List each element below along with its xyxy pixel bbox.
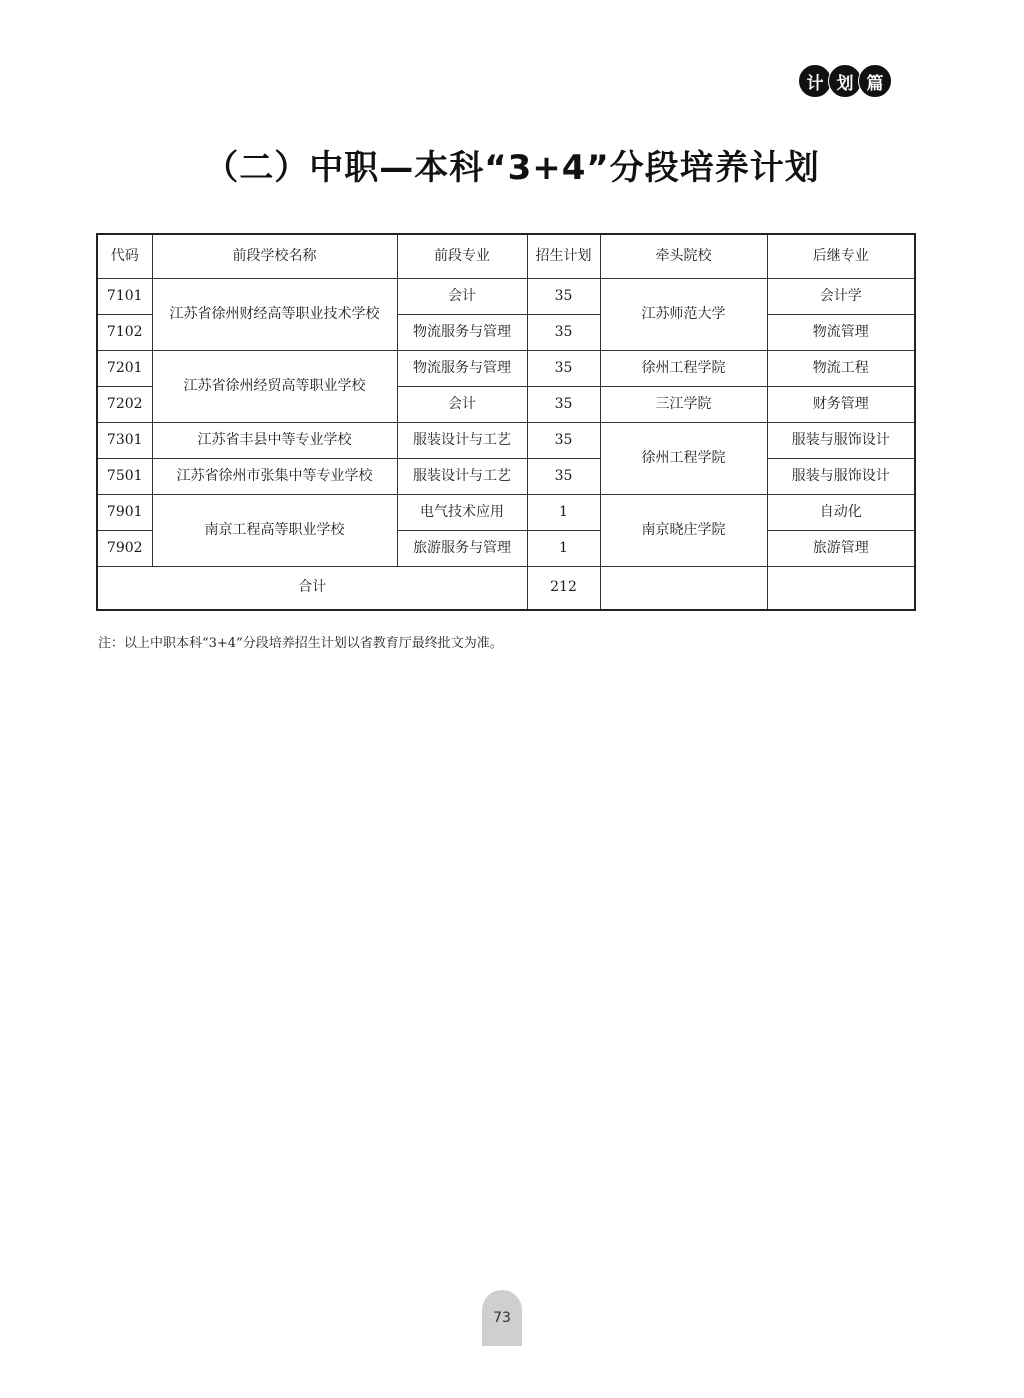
cell-code: 7501 [97,458,152,494]
section-badge: 篇 [858,64,892,98]
cell-lead-college: 江苏师范大学 [600,278,767,350]
cell-plan: 35 [527,422,600,458]
cell-school: 江苏省丰县中等专业学校 [152,422,397,458]
header-plan: 招生计划 [527,234,600,278]
table-row [97,494,915,530]
table-row [97,278,915,314]
cell-next-major: 物流管理 [767,314,915,350]
cell-lead-college: 徐州工程学院 [600,350,767,386]
cell-code: 7301 [97,422,152,458]
cell-plan: 35 [527,458,600,494]
cell-code: 7201 [97,350,152,386]
cell-plan: 35 [527,314,600,350]
section-badge: 计 [798,64,832,98]
total-label: 合计 [97,566,527,610]
total-empty-cell [600,566,767,610]
table-row [97,350,915,386]
cell-next-major: 服装与服饰设计 [767,458,915,494]
table-total-row [97,566,915,610]
cell-next-major: 物流工程 [767,350,915,386]
cell-next-major: 服装与服饰设计 [767,422,915,458]
cell-code: 7901 [97,494,152,530]
cell-school: 南京工程高等职业学校 [152,494,397,566]
cell-plan: 35 [527,386,600,422]
cell-major: 物流服务与管理 [397,350,527,386]
cell-plan: 1 [527,530,600,566]
cell-major: 会计 [397,386,527,422]
cell-next-major: 财务管理 [767,386,915,422]
cell-code: 7101 [97,278,152,314]
cell-plan: 35 [527,278,600,314]
cell-lead-college: 三江学院 [600,386,767,422]
total-value: 212 [527,566,600,610]
footnote: 注：以上中职本科“3+4”分段培养招生计划以省教育厅最终批文为准。 [98,636,503,651]
page-number: 73 [482,1290,522,1346]
total-empty-cell [767,566,915,610]
cell-lead-college: 徐州工程学院 [600,422,767,494]
cell-school: 江苏省徐州市张集中等专业学校 [152,458,397,494]
cell-next-major: 会计学 [767,278,915,314]
plan-table [96,233,916,611]
cell-major: 物流服务与管理 [397,314,527,350]
header-lead-college: 牵头院校 [600,234,767,278]
cell-code: 7102 [97,314,152,350]
cell-plan: 35 [527,350,600,386]
cell-code: 7202 [97,386,152,422]
header-code: 代码 [97,234,152,278]
cell-school: 江苏省徐州经贸高等职业学校 [152,350,397,422]
table-header-row [97,234,915,278]
header-major: 前段专业 [397,234,527,278]
header-next-major: 后继专业 [767,234,915,278]
section-badge: 划 [828,64,862,98]
cell-major: 会计 [397,278,527,314]
cell-next-major: 旅游管理 [767,530,915,566]
table-row [97,422,915,458]
cell-next-major: 自动化 [767,494,915,530]
cell-major: 服装设计与工艺 [397,458,527,494]
section-badges [798,64,888,98]
cell-plan: 1 [527,494,600,530]
cell-code: 7902 [97,530,152,566]
cell-major: 旅游服务与管理 [397,530,527,566]
cell-school: 江苏省徐州财经高等职业技术学校 [152,278,397,350]
header-school: 前段学校名称 [152,234,397,278]
cell-major: 电气技术应用 [397,494,527,530]
cell-major: 服装设计与工艺 [397,422,527,458]
table-row [97,458,915,494]
page-title: （二）中职—本科“3+4”分段培养计划 [204,148,820,188]
cell-lead-college: 南京晓庄学院 [600,494,767,566]
